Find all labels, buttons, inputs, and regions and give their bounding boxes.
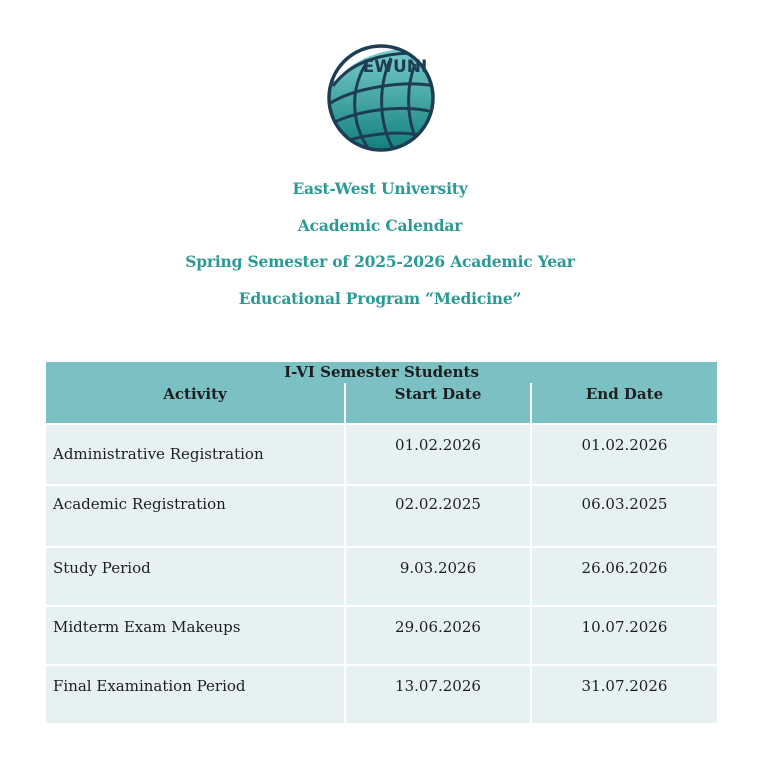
document-title: Academic Calendar — [297, 216, 463, 235]
logo-text: EWUNI — [362, 57, 428, 77]
university-name: East-West University — [292, 179, 468, 198]
semester-title: Spring Semester of 2025-2026 Academic Year — [185, 252, 575, 271]
start-date-cell: 01.02.2026 — [344, 423, 530, 484]
table-column-headers — [46, 383, 717, 423]
end-date-cell: 10.07.2026 — [530, 605, 717, 664]
end-date-cell: 26.06.2026 — [530, 546, 717, 605]
column-header-start-date: Start Date — [344, 383, 530, 423]
academic-calendar-table — [46, 362, 717, 723]
column-header-activity: Activity — [46, 383, 344, 423]
program-title: Educational Program “Medicine” — [238, 289, 522, 308]
activity-cell: Midterm Exam Makeups — [46, 605, 344, 664]
table-row — [46, 484, 717, 546]
table-row — [46, 546, 717, 605]
start-date-cell: 13.07.2026 — [344, 664, 530, 723]
table-group-header — [46, 362, 717, 383]
end-date-cell: 06.03.2025 — [530, 484, 717, 546]
start-date-cell: 02.02.2025 — [344, 484, 530, 546]
group-title: I-VI Semester Students — [46, 362, 717, 383]
activity-cell: Final Examination Period — [46, 664, 344, 723]
table-row — [46, 664, 717, 723]
activity-cell: Academic Registration — [46, 484, 344, 546]
end-date-cell: 31.07.2026 — [530, 664, 717, 723]
start-date-cell: 9.03.2026 — [344, 546, 530, 605]
start-date-cell: 29.06.2026 — [344, 605, 530, 664]
globe-icon — [323, 40, 439, 156]
table-row — [46, 605, 717, 664]
table-row — [46, 423, 717, 484]
activity-cell: Study Period — [46, 546, 344, 605]
end-date-cell: 01.02.2026 — [530, 423, 717, 484]
column-header-end-date: End Date — [530, 383, 717, 423]
activity-cell: Administrative Registration — [46, 423, 344, 484]
university-logo — [323, 40, 439, 156]
